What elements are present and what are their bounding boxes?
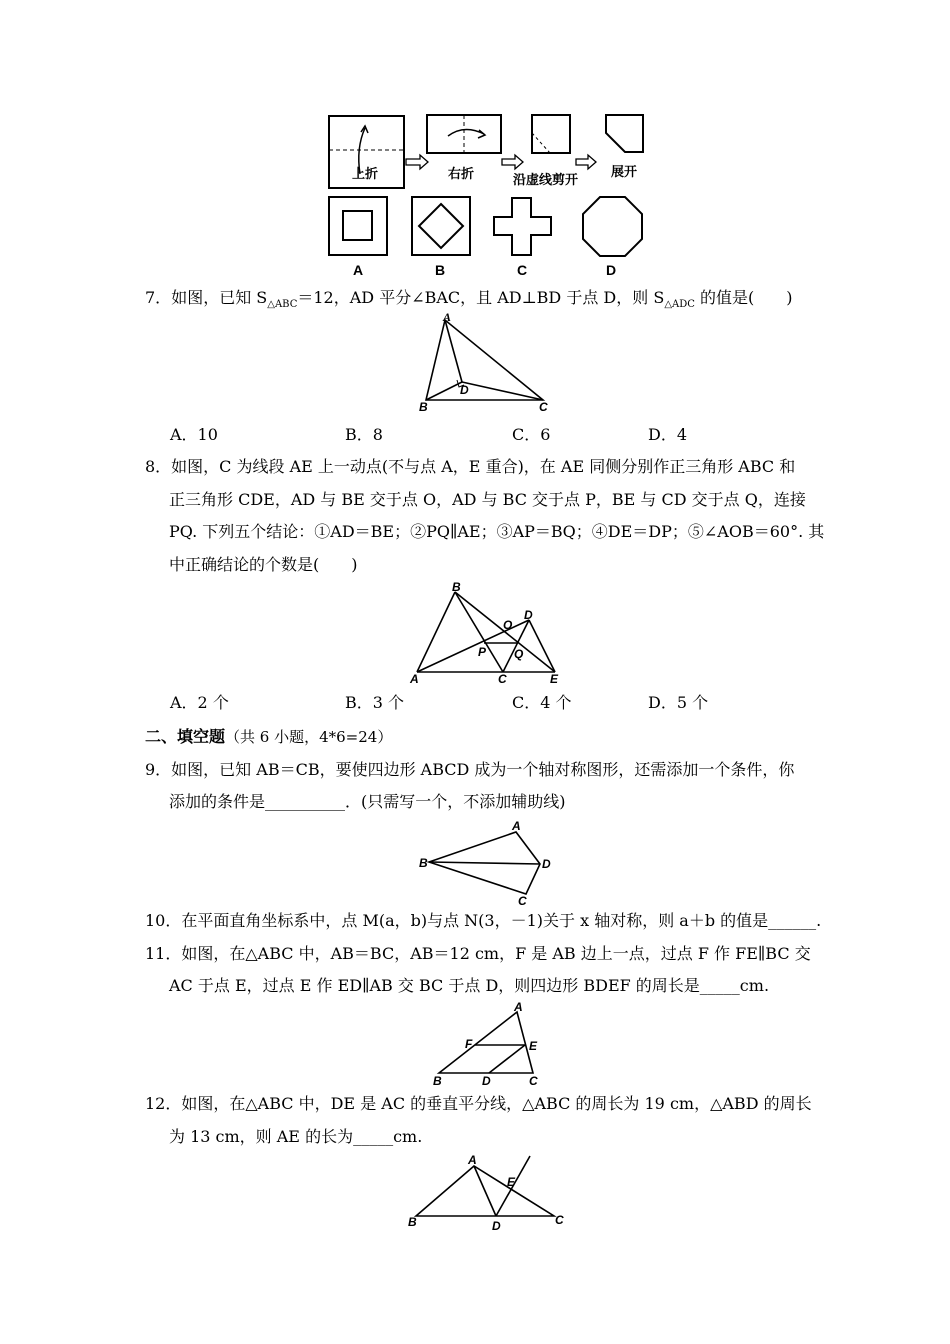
q11-label-d: D bbox=[482, 1074, 491, 1088]
q9-kite-figure bbox=[415, 818, 560, 906]
option-c-figure bbox=[494, 198, 551, 255]
q7-option-a[interactable]: A．10 bbox=[170, 425, 218, 444]
option-c-letter: C bbox=[517, 262, 528, 278]
q11-stem-line2: AC 于点 E，过点 E 作 ED∥AB 交 BC 于点 D，则四边形 BDEF 的周长是_____cm. bbox=[169, 976, 770, 995]
option-a-letter: A bbox=[353, 262, 364, 278]
q7-triangle-figure bbox=[410, 312, 560, 420]
paper-folding-figure bbox=[320, 108, 660, 283]
q8-label-a: A bbox=[410, 672, 419, 686]
q11-label-f: F bbox=[465, 1037, 473, 1051]
q9-label-a: A bbox=[512, 819, 521, 833]
q7-label-d: D bbox=[460, 383, 469, 397]
q9-label-c: C bbox=[518, 894, 527, 906]
fold-step-2-rect bbox=[427, 115, 501, 153]
q11-label-b: B bbox=[433, 1074, 442, 1088]
option-b-letter: B bbox=[435, 262, 446, 278]
q8-label-e: E bbox=[550, 672, 559, 686]
q11-triangle-figure bbox=[425, 1000, 555, 1088]
q11-label-e: E bbox=[529, 1039, 538, 1053]
q9-stem-line2: 添加的条件是__________．(只需写一个，不添加辅助线) bbox=[169, 792, 566, 811]
q8-label-c: C bbox=[498, 672, 507, 686]
q12-label-d: D bbox=[492, 1219, 501, 1233]
option-a-figure bbox=[329, 197, 387, 255]
fold-step-1-label: 上折 bbox=[352, 166, 379, 181]
q8-option-a[interactable]: A．2 个 bbox=[170, 693, 229, 712]
q8-stem-line2: 正三角形 CDE，AD 与 BE 交于点 O，AD 与 BC 交于点 P，BE 与 CD 交于点 Q，连接 bbox=[169, 490, 806, 509]
q8-stem-line4: 中正确结论的个数是( ) bbox=[169, 555, 358, 574]
fold-step-4-label: 展开 bbox=[611, 164, 638, 179]
q9-label-b: B bbox=[419, 856, 428, 870]
option-d-letter: D bbox=[606, 262, 617, 278]
q11-stem-line1: 11．如图，在△ABC 中，AB＝BC，AB＝12 cm，F 是 AB 边上一点，过点 F 作 FE∥BC 交 bbox=[145, 944, 811, 963]
q12-label-a: A bbox=[468, 1153, 477, 1167]
q7-label-a: A bbox=[443, 312, 452, 324]
q12-label-e: E bbox=[507, 1175, 516, 1189]
q8-option-d[interactable]: D．5 个 bbox=[648, 693, 709, 712]
q7-option-d[interactable]: D．4 bbox=[648, 425, 688, 444]
arrow-right-icon bbox=[502, 155, 523, 169]
q8-label-b: B bbox=[452, 582, 461, 594]
fold-step-3-square bbox=[532, 115, 570, 153]
q9-stem-line1: 9．如图，已知 AB＝CB，要使四边形 ABCD 成为一个轴对称图形，还需添加一个条件，你 bbox=[145, 760, 795, 779]
q11-label-a: A bbox=[514, 1000, 523, 1014]
q8-label-p: P bbox=[478, 645, 487, 659]
q8-triangles-figure bbox=[405, 582, 565, 688]
section-2-title: 二、填空题 bbox=[145, 727, 226, 746]
fold-step-3-label: 沿虚线剪开 bbox=[513, 172, 579, 187]
q12-stem-line2: 为 13 cm，则 AE 的长为_____cm. bbox=[169, 1127, 423, 1146]
q11-label-c: C bbox=[529, 1074, 538, 1088]
arrow-right-icon bbox=[576, 155, 596, 169]
option-b-figure bbox=[412, 197, 470, 255]
q12-stem-line1: 12．如图，在△ABC 中，DE 是 AC 的垂直平分线，△ABC 的周长为 19 cm，△ABD 的周长 bbox=[145, 1094, 812, 1113]
section-2-heading bbox=[145, 727, 392, 747]
q8-label-q: Q bbox=[514, 647, 524, 661]
fold-step-2-label: 右折 bbox=[448, 166, 475, 181]
q12-label-b: B bbox=[408, 1215, 417, 1229]
q12-triangle-figure bbox=[400, 1150, 580, 1236]
fold-step-4-shape bbox=[606, 115, 643, 152]
section-2-note: （共 6 小题，4*6=24） bbox=[225, 728, 393, 746]
q7-stem: 7．如图，已知 $S_{\triangle ABC}=12$，AD 平分∠BAC，且 AD⊥BD 于点 D，则 $S_{\triangle ADC}$ 的值是( ) bbox=[145, 288, 793, 311]
option-d-figure bbox=[583, 197, 642, 256]
q8-option-c[interactable]: C．4 个 bbox=[512, 693, 572, 712]
q7-option-b[interactable]: B．8 bbox=[345, 425, 383, 444]
q8-label-o: O bbox=[503, 618, 513, 632]
q8-stem-line1: 8．如图，C 为线段 AE 上一动点(不与点 A，E 重合)，在 AE 同侧分别作正三角形 ABC 和 bbox=[145, 457, 796, 476]
q7-label-b: B bbox=[419, 400, 428, 414]
q12-label-c: C bbox=[555, 1213, 564, 1227]
q8-option-b[interactable]: B．3 个 bbox=[345, 693, 405, 712]
q10-stem: 10．在平面直角坐标系中，点 M(a，b)与点 N(3，－1)关于 x 轴对称，则 a＋b 的值是______. bbox=[145, 911, 822, 930]
q8-label-d: D bbox=[524, 608, 533, 622]
q7-label-c: C bbox=[539, 400, 548, 414]
q9-label-d: D bbox=[542, 857, 551, 871]
q8-stem-line3: PQ. 下列五个结论：①AD＝BE；②PQ∥AE；③AP＝BQ；④DE＝DP；⑤∠AOB＝60°. 其 bbox=[169, 522, 825, 541]
arrow-right-icon bbox=[406, 155, 428, 169]
q7-option-c[interactable]: C．6 bbox=[512, 425, 551, 444]
